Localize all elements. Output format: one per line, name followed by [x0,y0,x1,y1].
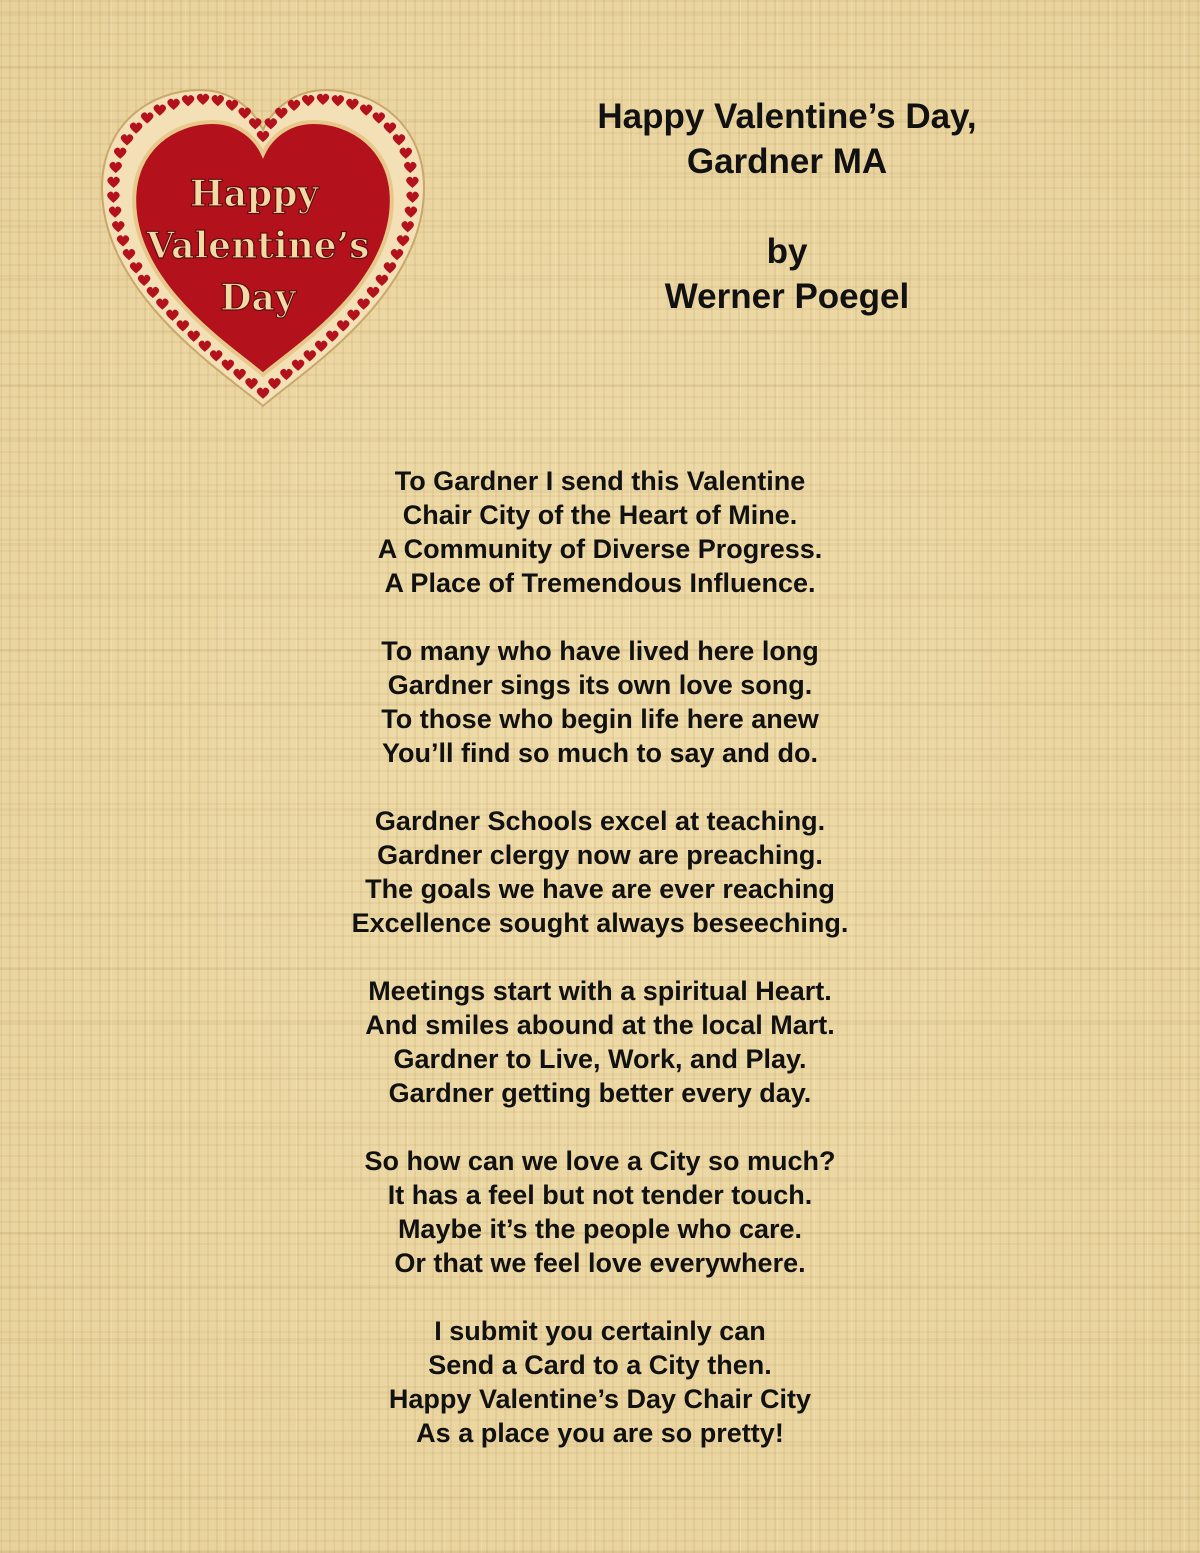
verse-line: Chair City of the Heart of Mine. [402,500,798,530]
verse-line: The goals we have are ever reaching [365,874,835,904]
verse-line: Maybe it’s the people who care. [397,1214,803,1244]
stanza-1 [250,464,950,600]
stanza-6 [250,1314,950,1450]
poem-body [250,464,950,1484]
verse-line: To many who have lived here long [381,636,819,666]
header-spacer [560,184,1014,229]
verse-line: Gardner clergy now are preaching. [377,840,823,870]
verse-line: Excellence sought always beseeching. [351,908,849,938]
author-name: Werner Poegel [664,277,910,316]
poem-title-line1: Happy Valentine’s Day, [597,97,977,136]
verse-line: It has a feel but not tender touch. [387,1180,813,1210]
stanza-4 [250,974,950,1110]
poem-header [560,94,1014,319]
verse-line: You’ll find so much to say and do. [381,738,819,768]
heart-icon [82,78,444,418]
verse-line: To those who begin life here anew [381,704,819,734]
verse-line: Gardner sings its own love song. [387,670,813,700]
valentine-heart-badge [82,78,444,418]
verse-line: Meetings start with a spiritual Heart. [368,976,832,1006]
poem-title-line2: Gardner MA [686,142,888,181]
verse-line: Gardner to Live, Work, and Play. [393,1044,807,1074]
verse-line: And smiles abound at the local Mart. [365,1010,835,1040]
verse-line: Or that we feel love everywhere. [394,1248,806,1278]
verse-line: A Place of Tremendous Influence. [384,568,816,598]
stanza-3 [250,804,950,940]
verse-line: A Community of Diverse Progress. [377,534,823,564]
verse-line: Happy Valentine’s Day Chair City [388,1384,812,1414]
stanza-2 [250,634,950,770]
verse-line: Send a Card to a City then. [428,1350,772,1380]
heart-text-line2: Valentine’s [146,225,370,267]
stanza-5 [250,1144,950,1280]
heart-text-line1: Happy [189,173,319,215]
byline-by: by [766,232,808,271]
verse-line: As a place you are so pretty! [416,1418,784,1448]
verse-line: Gardner Schools excel at teaching. [374,806,826,836]
verse-line: To Gardner I send this Valentine [394,466,806,496]
verse-line: I submit you certainly can [434,1316,766,1346]
verse-line: Gardner getting better every day. [388,1078,812,1108]
verse-line: So how can we love a City so much? [364,1146,836,1176]
heart-text-line3: Day [220,277,296,319]
